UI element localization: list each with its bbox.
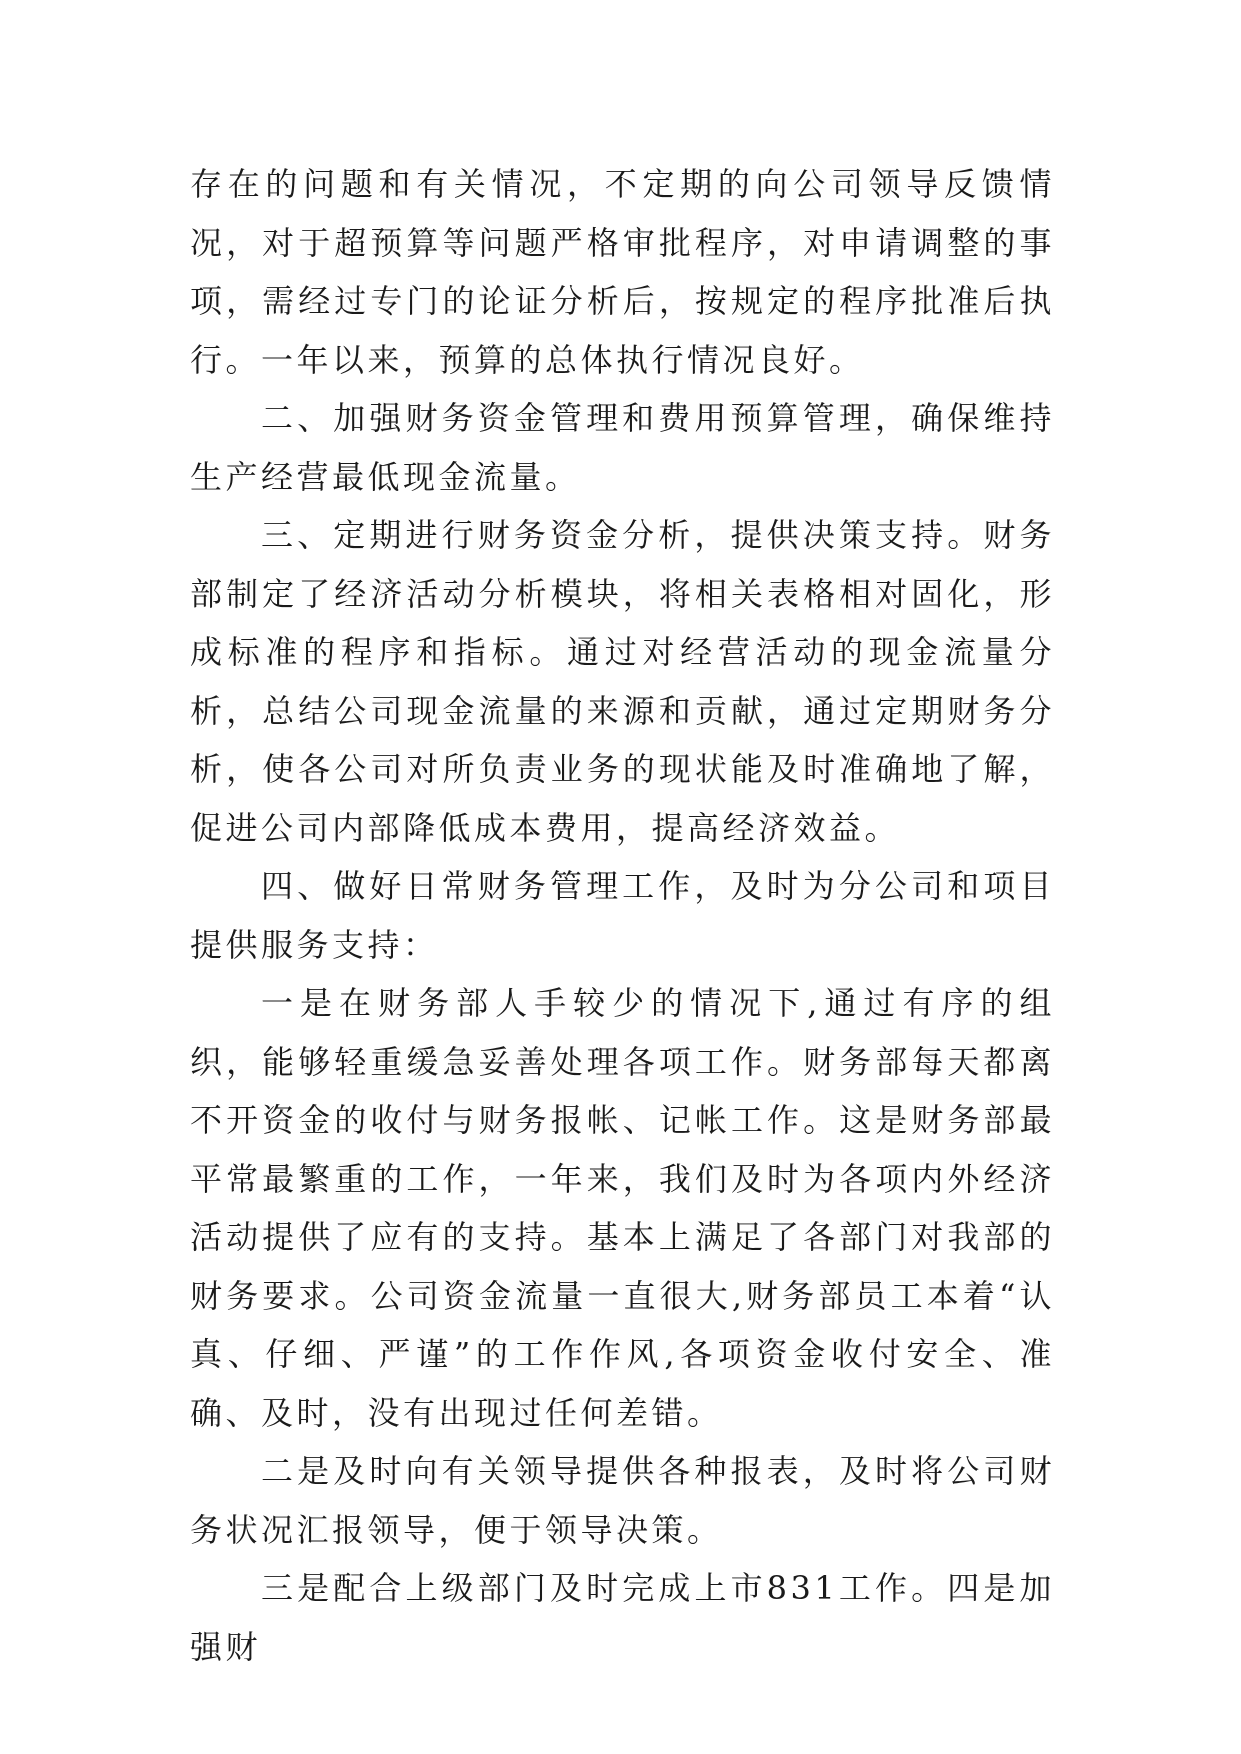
document-body <box>190 155 1055 1676</box>
paragraph-6: 二是及时向有关领导提供各种报表，及时将公司财务状况汇报领导，便于领导决策。 <box>190 1452 1055 1549</box>
paragraph-4: 四、做好日常财务管理工作，及时为分公司和项目提供服务支持： <box>190 867 1055 964</box>
paragraph-5: 一是在财务部人手较少的情况下,通过有序的组织，能够轻重缓急妥善处理各项工作。财务部每天都离不开资金的收付与财务报帐、记帐工作。这是财务部最平常最繁重的工作，一年来，我们及时为各项内外经济活动提供了应有的支持。基本上满足了各部门对我部的财务要求。公司资金流量一直很大,财务部员工本着“认真、仔细、严谨”的工作作风,各项资金收付安全、准确、及时，没有出现过任何差错。 <box>190 984 1055 1432</box>
paragraph-1: 存在的问题和有关情况，不定期的向公司领导反馈情况，对于超预算等问题严格审批程序，对申请调整的事项，需经过专门的论证分析后，按规定的程序批准后执行。一年以来，预算的总体执行情况良好。 <box>190 165 1055 379</box>
paragraph-7: 三是配合上级部门及时完成上市831工作。四是加强财 <box>190 1569 1055 1666</box>
paragraph-3: 三、定期进行财务资金分析，提供决策支持。财务部制定了经济活动分析模块，将相关表格相对固化，形成标准的程序和指标。通过对经营活动的现金流量分析，总结公司现金流量的来源和贡献，通过定期财务分析，使各公司对所负责业务的现状能及时准确地了解，促进公司内部降低成本费用，提高经济效益。 <box>190 516 1055 847</box>
paragraph-2: 二、加强财务资金管理和费用预算管理，确保维持生产经营最低现金流量。 <box>190 399 1055 496</box>
